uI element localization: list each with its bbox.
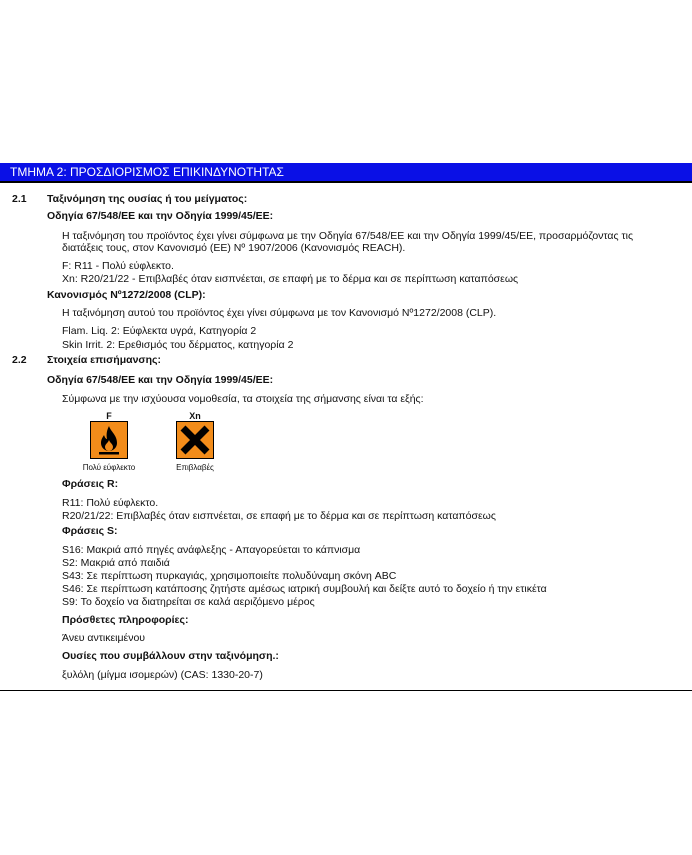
pictogram-xn [155, 411, 235, 473]
classification-xn: Xn: R20/21/22 - Επιβλαβές όταν εισπνέεται, σε επαφή με το δέρμα και σε περίπτωση καταπόσεως [62, 273, 519, 285]
subsection-title: Στοιχεία επισήμανσης: [47, 354, 161, 366]
pictogram-caption: Πολύ εύφλεκτο [82, 463, 136, 472]
section-number-2-2: 2.2 [12, 354, 27, 366]
s-phrases-heading: Φράσεις S: [62, 525, 118, 537]
r-phrase: R11: Πολύ εύφλεκτο. [62, 497, 159, 509]
substances-heading: Ουσίες που συμβάλλουν στην ταξινόμηση.: [62, 650, 279, 662]
additional-info-text: Άνευ αντικειμένου [62, 632, 146, 644]
s-phrase: S2: Μακριά από παιδιά [62, 557, 170, 569]
paragraph: Η ταξινόμηση αυτού του προϊόντος έχει γίνει σύμφωνα με τον Κανονισμό Nº1272/2008 (CLP). [62, 307, 497, 319]
pictogram-code: Xn [189, 411, 201, 421]
clp-item: Flam. Liq. 2: Εύφλεκτα υγρά, Κατηγορία 2 [62, 325, 257, 337]
paragraph: Σύμφωνα με την ισχύουσα νομοθεσία, τα στοιχεία της σήμανσης είναι τα εξής: [62, 393, 424, 405]
pictogram-f [69, 411, 149, 473]
cross-icon [176, 421, 214, 459]
subsection-title: Ταξινόμηση της ουσίας ή του μείγματος: [47, 193, 248, 205]
pictogram-code: F [106, 411, 112, 421]
section-title: ΤΜΗΜΑ 2: ΠΡΟΣΔΙΟΡΙΣΜΟΣ ΕΠΙΚΙΝΔΥΝΟΤΗΤΑΣ [10, 165, 284, 179]
section-header [0, 163, 692, 183]
s-phrase: S46: Σε περίπτωση κατάποσης ζητήστε αμέσως ιατρική συμβουλή και δείξτε αυτό το δοχείο ή την ετικέτα [62, 583, 547, 595]
directive-heading: Οδηγία 67/548/ΕΕ και την Οδηγία 1999/45/ΕΕ: [47, 210, 274, 222]
section-number-2-1: 2.1 [12, 193, 27, 205]
directive-heading: Οδηγία 67/548/ΕΕ και την Οδηγία 1999/45/ΕΕ: [47, 374, 274, 386]
substances-text: ξυλόλη (μίγμα ισομερών) (CAS: 1330-20-7) [62, 669, 263, 681]
classification-f: F: R11 - Πολύ εύφλεκτο. [62, 260, 174, 272]
paragraph: διατάξεις τους, στον Κανονισμό (ΕΕ) Nº 1907/2006 (Κανονισμός REACH). [62, 242, 406, 254]
s-phrase: S43: Σε περίπτωση πυρκαγιάς, χρησιμοποιείτε πολυδύναμη σκόνη ABC [62, 570, 397, 582]
clp-item: Skin Irrit. 2: Ερεθισμός του δέρματος, κατηγορία 2 [62, 339, 294, 351]
flame-icon [90, 421, 128, 459]
paragraph: Η ταξινόμηση του προϊόντος έχει γίνει σύμφωνα με την Οδηγία 67/548/ΕΕ και την Οδηγία 1999/45/ΕΕ, προσαρμόζοντας τις [62, 230, 634, 242]
section-divider [0, 690, 692, 691]
r-phrases-heading: Φράσεις R: [62, 478, 119, 490]
r-phrase: R20/21/22: Επιβλαβές όταν εισπνέεται, σε επαφή με το δέρμα και σε περίπτωση καταπόσεως [62, 510, 496, 522]
clp-heading: Κανονισμός Nº1272/2008 (CLP): [47, 289, 206, 301]
s-phrase: S9: Το δοχείο να διατηρείται σε καλά αεριζόμενο μέρος [62, 596, 315, 608]
s-phrase: S16: Μακριά από πηγές ανάφλεξης - Απαγορεύεται το κάπνισμα [62, 544, 361, 556]
pictogram-caption: Επιβλαβές [176, 463, 214, 472]
additional-info-heading: Πρόσθετες πληροφορίες: [62, 614, 189, 626]
